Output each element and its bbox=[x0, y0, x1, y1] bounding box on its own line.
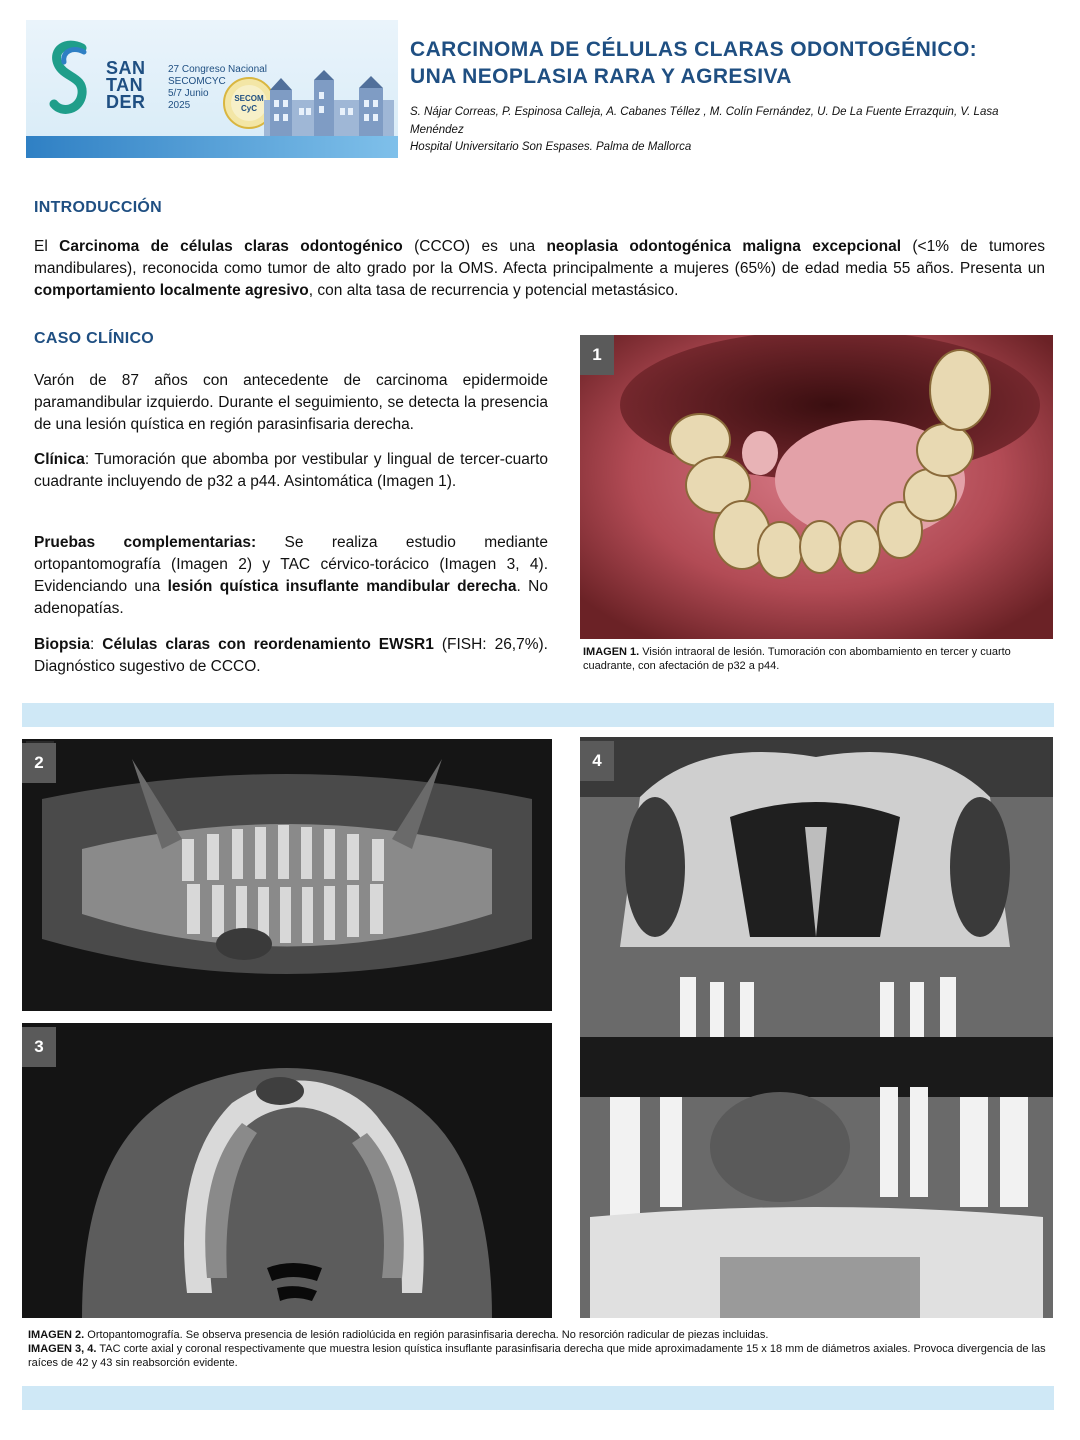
congress-banner bbox=[26, 20, 398, 158]
intraoral-photo bbox=[580, 335, 1053, 639]
authors: S. Nájar Correas, P. Espinosa Calleja, A. Cabanes Téllez , M. Colín Fernández, U. De La Fuente Errazquin, V. Lasa Menéndez bbox=[410, 106, 999, 136]
congress-line: 5/7 Junio bbox=[168, 88, 209, 99]
bold-text: comportamiento localmente agresivo bbox=[34, 282, 309, 299]
text: El bbox=[34, 238, 60, 255]
axial-ct-illustration bbox=[22, 1023, 552, 1318]
caption-label: IMAGEN 2. bbox=[28, 1329, 85, 1341]
bold-text: Biopsia bbox=[34, 636, 90, 653]
text: Se realiza estudio mediante ortopantomografía (Imagen 2) y TAC cérvico-torácico (Imagen 3, 4). Evidenciando una bbox=[34, 534, 548, 595]
city-name bbox=[106, 60, 146, 111]
caption-label: IMAGEN 1. bbox=[583, 646, 640, 658]
title-line: CARCINOMA DE CÉLULAS CLARAS ODONTOGÉNICO: bbox=[410, 38, 978, 61]
image-number-badge: 3 bbox=[22, 1027, 56, 1067]
coronal-ct-illustration bbox=[580, 737, 1053, 1318]
title-line: UNA NEOPLASIA RARA Y AGRESIVA bbox=[410, 65, 792, 88]
caption-text: Visión intraoral de lesión. Tumoración con abombamiento en tercer y cuarto cuadrante, con afectación de p32 a p44. bbox=[583, 646, 1011, 672]
text: (CCCO) es una bbox=[402, 238, 547, 255]
bold-text: Células claras con reordenamiento EWSR1 bbox=[102, 636, 434, 653]
city-line: SAN bbox=[106, 58, 146, 78]
text: (FISH: 26,7%). Diagnóstico sugestivo de CCCO. bbox=[34, 636, 548, 675]
bold-text: lesión quística insuflante mandibular derecha bbox=[167, 578, 517, 595]
pruebas-paragraph bbox=[34, 532, 548, 620]
text: : bbox=[89, 636, 103, 653]
intraoral-photo-illustration bbox=[580, 335, 1053, 639]
city-line: DER bbox=[106, 92, 146, 112]
image-number-badge: 4 bbox=[580, 741, 614, 781]
institution: Hospital Universitario Son Espases. Palma de Mallorca bbox=[410, 141, 692, 153]
footer-band bbox=[22, 1386, 1054, 1410]
axial-ct-scan bbox=[22, 1023, 552, 1318]
caption-text: TAC corte axial y coronal respectivamente que muestra lesion quística insuflante parasinfisaria derecha que mide aproximadamente 15 x 18 mm de diámetros axiales. Provoca divergencia de las raíces de 42 y 43 sin reabsorción evidente. bbox=[28, 1343, 1046, 1369]
intro-heading: INTRODUCCIÓN bbox=[34, 199, 163, 216]
coronal-ct-scan bbox=[580, 737, 1053, 1318]
palace-illustration-icon bbox=[264, 70, 394, 140]
case-heading: CASO CLÍNICO bbox=[34, 330, 155, 347]
caption-image-1 bbox=[583, 645, 1053, 673]
biopsia-paragraph bbox=[34, 634, 548, 678]
text: (<1% de tumores mandibulares), reconocida como tumor de alto grado por la OMS. Afecta principalmente a mujeres (65%) de edad media 55 años. Presenta un bbox=[34, 238, 1046, 277]
congress-line: 27 Congreso Nacional bbox=[168, 64, 267, 75]
section-divider bbox=[22, 703, 1054, 727]
svg-text:CyC: CyC bbox=[240, 104, 258, 113]
caption-image-3-4 bbox=[28, 1342, 1054, 1370]
banner-stripe bbox=[26, 136, 398, 158]
caption-text: Ortopantomografía. Se observa presencia de lesión radiolúcida en región parasinfisaria derecha. No resorción radicular de piezas incluidas. bbox=[84, 1329, 769, 1341]
bold-text: neoplasia odontogénica maligna excepcional bbox=[546, 238, 902, 255]
svg-text:SECOM: SECOM bbox=[234, 94, 264, 103]
city-line: TAN bbox=[106, 75, 144, 95]
intro-paragraph bbox=[34, 236, 1045, 302]
poster-title bbox=[410, 36, 1060, 90]
bold-text: Clínica bbox=[34, 451, 85, 468]
clinica-paragraph bbox=[34, 449, 548, 493]
bold-text: Carcinoma de células claras odontogénico bbox=[59, 238, 403, 255]
congress-line: 2025 bbox=[168, 100, 191, 111]
panoramic-xray-illustration bbox=[22, 739, 552, 1011]
text: . No adenopatías. bbox=[34, 578, 548, 617]
bold-text: Pruebas complementarias: bbox=[34, 534, 257, 551]
authors-block bbox=[410, 104, 1050, 157]
panoramic-xray bbox=[22, 739, 552, 1011]
image-number-badge: 1 bbox=[580, 335, 614, 375]
text: : Tumoración que abomba por vestibular y lingual de tercer-cuarto cuadrante incluyendo de p32 a p44. Asintomática (Imagen 1). bbox=[34, 451, 548, 490]
caption-label: IMAGEN 3, 4. bbox=[28, 1343, 97, 1355]
image-number-badge: 2 bbox=[22, 743, 56, 783]
text: , con alta tasa de recurrencia y potencial metastásico. bbox=[308, 282, 679, 299]
congress-logo-icon bbox=[48, 38, 92, 120]
case-paragraph: Varón de 87 años con antecedente de carcinoma epidermoide paramandibular izquierdo. Durante el seguimiento, se detecta la presencia de una lesión quística en región parasinfisaria derecha. bbox=[34, 372, 548, 433]
congress-line: SECOMCYC bbox=[168, 76, 226, 87]
caption-image-2 bbox=[28, 1328, 1054, 1342]
